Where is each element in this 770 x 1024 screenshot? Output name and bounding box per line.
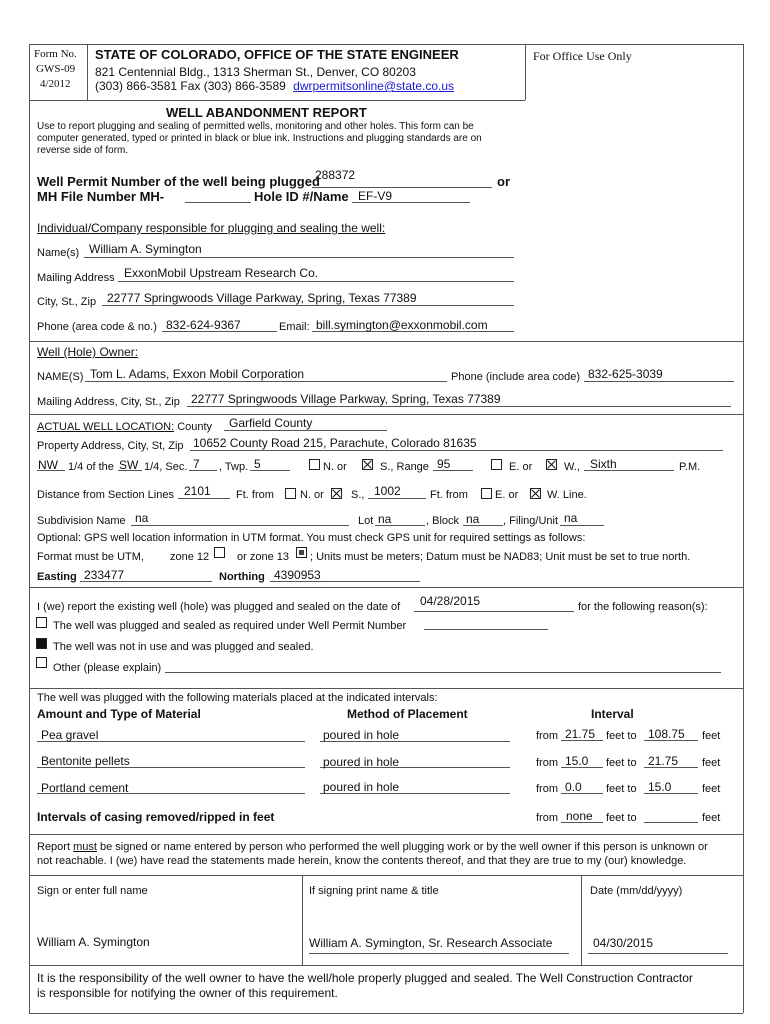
- hole-id-label: Hole ID #/Name: [254, 189, 349, 204]
- footer-note-2: is responsible for notifying the owner of this requirement.: [37, 986, 338, 1000]
- reason-not-in-use-checkbox[interactable]: [36, 638, 47, 649]
- material-column-header: Amount and Type of Material: [37, 707, 201, 721]
- lot-label: Lot: [358, 515, 374, 527]
- west-label: W.,: [564, 461, 580, 473]
- subdivision-field[interactable]: na: [135, 511, 149, 525]
- easting-field[interactable]: 233477: [84, 568, 125, 582]
- north-checkbox[interactable]: [309, 459, 320, 470]
- quarter-quarter-field[interactable]: NW: [38, 458, 58, 472]
- phone-field[interactable]: 832-624-9367: [166, 318, 241, 332]
- ns-south-label: S.,: [351, 489, 365, 501]
- from-label: from: [536, 730, 558, 742]
- northing-field[interactable]: 4390953: [274, 568, 321, 582]
- ns-north-label: N. or: [300, 489, 324, 501]
- material-type-field[interactable]: Pea gravel: [41, 728, 99, 742]
- zone-12-checkbox[interactable]: [214, 547, 225, 558]
- filing-field[interactable]: na: [564, 511, 578, 525]
- pm-label: P.M.: [679, 461, 701, 473]
- principal-meridian-field[interactable]: Sixth: [590, 457, 617, 471]
- interval-column-header: Interval: [591, 707, 634, 721]
- plug-date-post-label: for the following reason(s):: [578, 601, 708, 613]
- material-type-field[interactable]: Portland cement: [41, 781, 129, 795]
- gps-note: Optional: GPS well location information in UTM format. You must check GPS unit for required settings as follows:: [37, 532, 586, 544]
- placement-method-field[interactable]: poured in hole: [323, 780, 400, 794]
- property-address-field[interactable]: 10652 County Road 215, Parachute, Colorado 81635: [193, 436, 477, 450]
- mailing-address-field[interactable]: ExxonMobil Upstream Research Co.: [124, 266, 319, 280]
- footer-note-1: It is the responsibility of the well owner to have the well/hole properly plugged and sealed. The Well Construction Contractor: [37, 971, 693, 985]
- owner-phone-label: Phone (include area code): [451, 371, 581, 383]
- permit-or: or: [497, 174, 510, 189]
- ns-north-checkbox[interactable]: [285, 488, 296, 499]
- reason-permit-label: The well was plugged and sealed as required under Well Permit Number: [53, 620, 407, 632]
- signature-note-post: be signed or name entered by person who performed the well plugging work or by the well owner if this person is unknown or: [96, 841, 708, 853]
- ew-west-checkbox[interactable]: [530, 488, 541, 499]
- units-note: ; Units must be meters; Datum must be NAD83; Unit must be set to true north.: [310, 551, 691, 563]
- ew-east-label: E. or: [495, 489, 519, 501]
- utm-format-label: Format must be UTM,: [37, 551, 144, 563]
- from-label: from: [536, 783, 558, 795]
- block-label: , Block: [426, 515, 460, 527]
- interval-to-field[interactable]: 108.75: [648, 727, 685, 741]
- quarter-label-2: 1/4, Sec.: [144, 461, 188, 473]
- filing-label: , Filing/Unit: [503, 515, 559, 527]
- materials-intro: The well was plugged with the following materials placed at the indicated intervals:: [37, 692, 438, 704]
- agency-contact: [95, 79, 454, 93]
- interval-to-field[interactable]: 15.0: [648, 780, 672, 794]
- county-label: County: [177, 421, 213, 433]
- signature-date-field[interactable]: 04/30/2015: [593, 936, 654, 950]
- reason-other-checkbox[interactable]: [36, 657, 47, 668]
- form-code: GWS-09: [36, 63, 76, 75]
- range-field[interactable]: 95: [437, 457, 451, 471]
- placement-method-field[interactable]: poured in hole: [323, 755, 400, 769]
- east-checkbox[interactable]: [491, 459, 502, 470]
- feet-label: feet: [702, 783, 721, 795]
- owner-name-field[interactable]: Tom L. Adams, Exxon Mobil Corporation: [90, 367, 305, 381]
- signature-note-pre: Report: [37, 841, 74, 853]
- lot-field[interactable]: na: [378, 512, 392, 526]
- print-name-label: If signing print name & title: [309, 885, 439, 897]
- method-column-header: Method of Placement: [347, 707, 468, 721]
- owner-phone-field[interactable]: 832-625-3039: [588, 367, 663, 381]
- instructions-line-2: computer generated, typed or printed in black or blue ink. Instructions and plugging standards are on: [37, 133, 482, 144]
- feet-to-label: feet to: [606, 783, 637, 795]
- interval-from-field[interactable]: 21.75: [565, 727, 596, 741]
- range-label: S., Range: [380, 461, 429, 473]
- casing-from-field[interactable]: none: [566, 809, 593, 823]
- feet-label: feet: [702, 730, 721, 742]
- mh-file-label: MH File Number MH-: [37, 189, 165, 204]
- owner-name-label: NAME(S): [37, 371, 84, 383]
- instructions-line-3: reverse side of form.: [37, 145, 129, 156]
- distance-ew-field[interactable]: 1002: [374, 484, 401, 498]
- city-label: City, St., Zip: [37, 296, 97, 308]
- interval-to-field[interactable]: 21.75: [648, 754, 679, 768]
- reason-not-in-use-label: The well was not in use and was plugged and sealed.: [53, 641, 314, 653]
- agency-email-link[interactable]: dwrpermitsonline@state.co.us: [293, 79, 455, 93]
- office-use-label: For Office Use Only: [533, 49, 632, 63]
- email-field[interactable]: bill.symington@exxonmobil.com: [316, 318, 488, 332]
- placement-method-field[interactable]: poured in hole: [323, 728, 400, 742]
- plug-date-field[interactable]: 04/28/2015: [420, 594, 481, 608]
- signer-name-field[interactable]: William A. Symington: [37, 935, 150, 949]
- phone-label: Phone (area code & no.): [37, 321, 157, 333]
- quarter-field[interactable]: SW: [119, 458, 139, 472]
- owner-mailing-label: Mailing Address, City, St., Zip: [37, 396, 180, 408]
- plug-date-label: I (we) report the existing well (hole) was plugged and sealed on the date of: [37, 601, 401, 613]
- signature-date-label: Date (mm/dd/yyyy): [590, 885, 683, 897]
- hole-id-field[interactable]: EF-V9: [358, 189, 393, 203]
- name-field[interactable]: William A. Symington: [89, 242, 202, 256]
- owner-heading: Well (Hole) Owner:: [37, 345, 139, 359]
- northing-label: Northing: [219, 571, 265, 583]
- section-field[interactable]: 7: [193, 457, 200, 471]
- agency-title: STATE OF COLORADO, OFFICE OF THE STATE ENGINEER: [95, 47, 459, 62]
- mailing-address-label: Mailing Address: [37, 272, 115, 284]
- zone-13-checkbox[interactable]: [296, 547, 307, 558]
- ft-from-label-2: Ft. from: [430, 489, 468, 501]
- material-type-field[interactable]: Bentonite pellets: [41, 754, 130, 768]
- distance-ns-field[interactable]: 2101: [184, 484, 211, 498]
- block-field[interactable]: na: [466, 512, 480, 526]
- feet-to-label: feet to: [606, 730, 637, 742]
- feet-to-label: feet to: [606, 812, 637, 824]
- township-field[interactable]: 5: [254, 457, 261, 471]
- owner-mailing-field[interactable]: 22777 Springwoods Village Parkway, Spring, Texas 77389: [191, 392, 501, 406]
- property-address-label: Property Address, City, St, Zip: [37, 440, 184, 452]
- township-label: , Twp.: [219, 461, 249, 473]
- ew-east-checkbox[interactable]: [481, 488, 492, 499]
- email-label: Email:: [279, 321, 310, 333]
- feet-to-label: feet to: [606, 757, 637, 769]
- north-label: N. or: [323, 461, 347, 473]
- zone-13-label: or zone 13: [237, 551, 289, 563]
- reason-other-label: Other (please explain): [53, 662, 162, 674]
- report-title: WELL ABANDONMENT REPORT: [166, 105, 367, 120]
- from-label: from: [536, 757, 558, 769]
- printed-name-title-field[interactable]: William A. Symington, Sr. Research Associate: [309, 936, 553, 950]
- zone-12-label: zone 12: [170, 551, 210, 563]
- feet-label: feet: [702, 812, 721, 824]
- city-field[interactable]: 22777 Springwoods Village Parkway, Spring, Texas 77389: [107, 291, 417, 305]
- county-field[interactable]: Garfield County: [229, 416, 313, 430]
- casing-removed-label: Intervals of casing removed/ripped in feet: [37, 810, 275, 824]
- agency-address: 821 Centennial Bldg., 1313 Sherman St., Denver, CO 80203: [95, 65, 416, 79]
- ft-from-label-1: Ft. from: [236, 489, 274, 501]
- permit-number-label: Well Permit Number of the well being plugged: [37, 174, 320, 189]
- south-checkbox[interactable]: [362, 459, 373, 470]
- sign-name-label: Sign or enter full name: [37, 885, 148, 897]
- ew-west-label: W. Line.: [547, 489, 587, 501]
- west-checkbox[interactable]: [546, 459, 557, 470]
- ns-south-checkbox[interactable]: [331, 488, 342, 499]
- easting-label: Easting: [37, 571, 77, 583]
- interval-from-field[interactable]: 15.0: [565, 754, 589, 768]
- name-label: Name(s): [37, 247, 80, 259]
- interval-from-field[interactable]: 0.0: [565, 780, 582, 794]
- signature-note-must: must: [73, 841, 97, 853]
- from-label: from: [536, 812, 558, 824]
- form-date: 4/2012: [40, 78, 71, 90]
- feet-label: feet: [702, 757, 721, 769]
- responsible-heading: Individual/Company responsible for plugging and sealing the well:: [37, 221, 386, 235]
- signature-note-2: not reachable. I (we) have read the statements made herein, know the contents thereof, and that they are true to my (our) knowledge.: [37, 855, 687, 867]
- east-label: E. or: [509, 461, 533, 473]
- distance-label: Distance from Section Lines: [37, 489, 174, 501]
- subdivision-label: Subdivision Name: [37, 515, 126, 527]
- permit-number-field[interactable]: 288372: [315, 168, 356, 182]
- quarter-label-1: 1/4 of the: [68, 461, 114, 473]
- reason-permit-checkbox[interactable]: [36, 617, 47, 628]
- location-heading: ACTUAL WELL LOCATION:: [37, 421, 175, 433]
- instructions-line-1: Use to report plugging and sealing of permitted wells, monitoring and other holes. This form can be: [37, 121, 474, 132]
- agency-phone-fax: (303) 866-3581 Fax (303) 866-3589: [95, 79, 286, 93]
- form-number-label: Form No.: [34, 48, 77, 60]
